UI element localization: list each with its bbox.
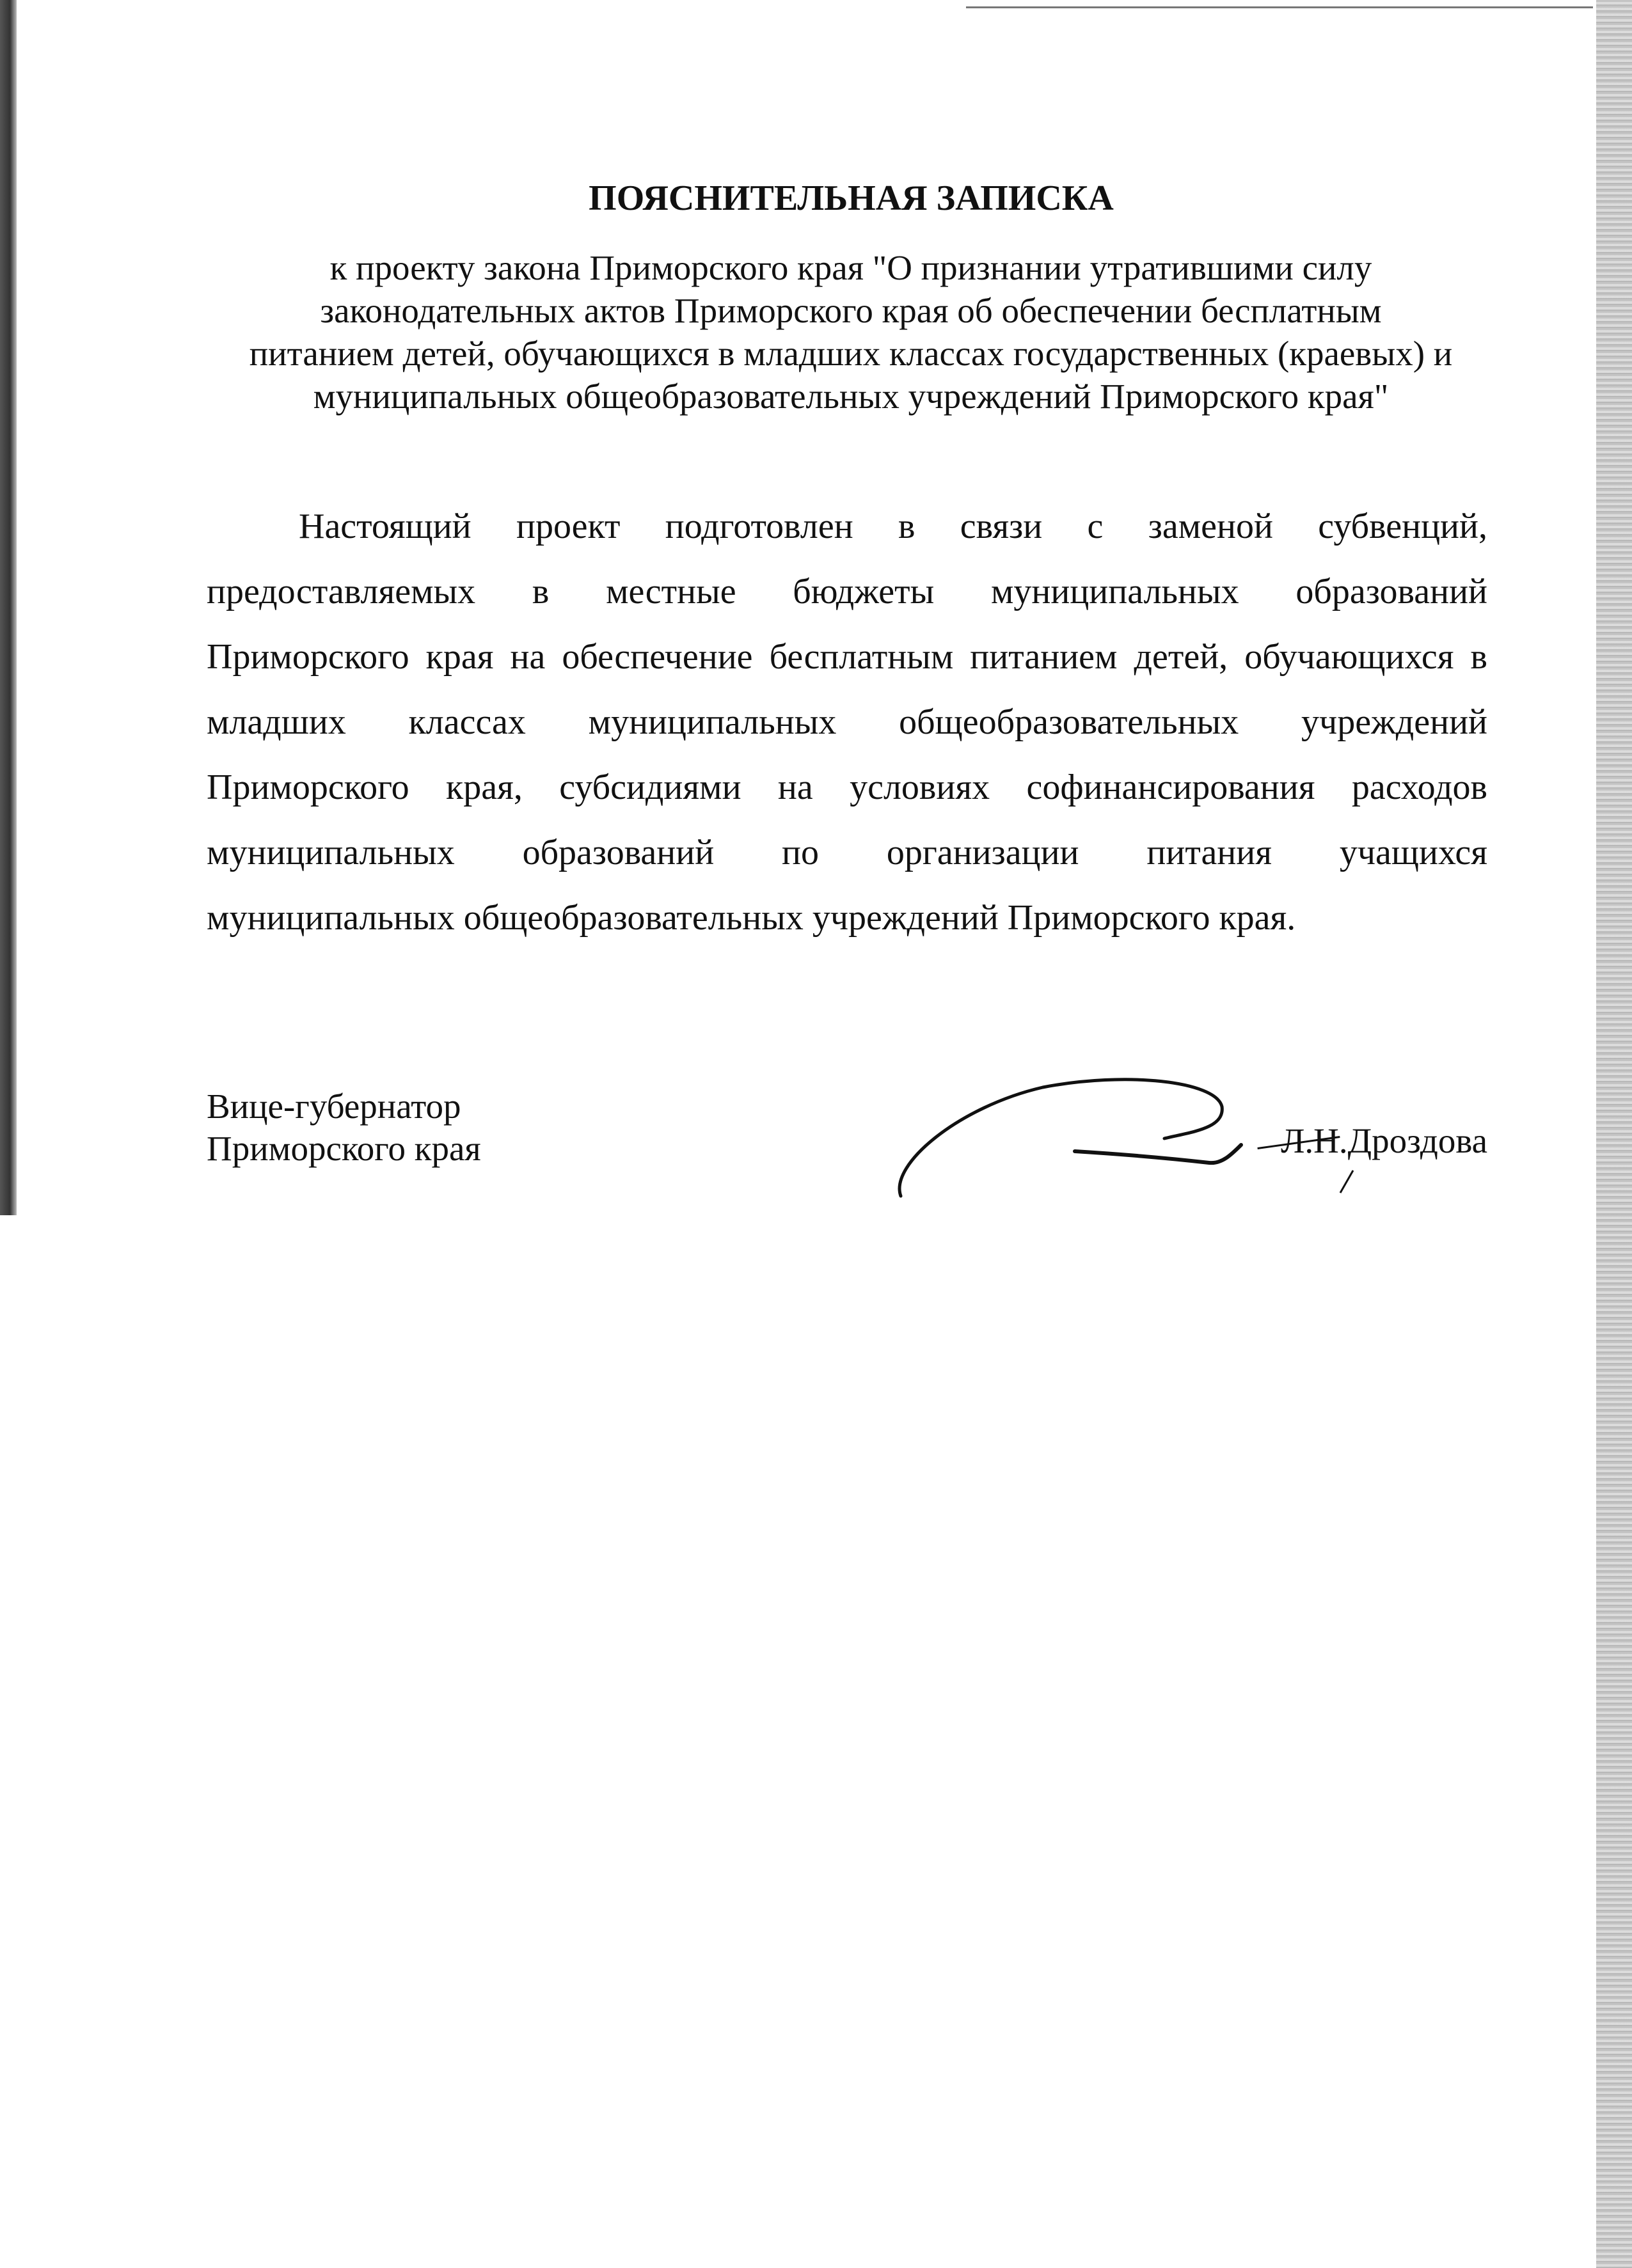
subtitle-line: муниципальных общеобразовательных учреждений Приморского края" xyxy=(313,377,1389,416)
body-line: муниципальных образований по организации питания учащихся xyxy=(207,833,1487,872)
body-line: предоставляемых в местные бюджеты муниципальных образований xyxy=(207,572,1487,611)
document-title: ПОЯСНИТЕЛЬНАЯ ЗАПИСКА xyxy=(589,178,1114,218)
signatory-name: Л.Н.Дроздова xyxy=(1281,1121,1487,1160)
signatory-position-line: Приморского края xyxy=(207,1129,481,1168)
signatory-position xyxy=(207,1085,481,1170)
body-line: Настоящий проект подготовлен в связи с заменой субвенций, xyxy=(299,507,1487,546)
body-line: младших классах муниципальных общеобразовательных учреждений xyxy=(207,702,1487,742)
body-line: Приморского края на обеспечение бесплатным питанием детей, обучающихся в xyxy=(207,637,1487,677)
body-paragraph xyxy=(207,494,1487,950)
subtitle-line: питанием детей, обучающихся в младших классах государственных (краевых) и xyxy=(249,334,1453,373)
signatory-position-line: Вице-губернатор xyxy=(207,1087,461,1126)
body-line: муниципальных общеобразовательных учреждений Приморского края. xyxy=(207,898,1296,938)
subtitle-line: законодательных актов Приморского края об обеспечении бесплатным xyxy=(320,291,1382,330)
scan-edge-top xyxy=(966,6,1593,8)
subtitle-line: к проекту закона Приморского края "О признании утратившими силу xyxy=(329,248,1372,287)
document-subtitle xyxy=(192,246,1510,418)
scan-edge-right xyxy=(1596,0,1632,2268)
body-line: Приморского края, субсидиями на условиях софинансирования расходов xyxy=(207,768,1487,807)
